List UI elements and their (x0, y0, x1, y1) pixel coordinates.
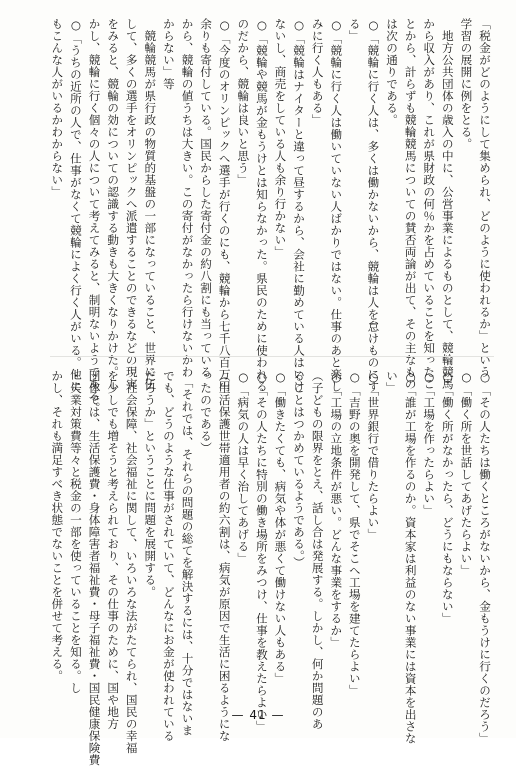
text-line: かし、それも満足すべき状態でないことを併せて考える。 (50, 370, 65, 682)
text-line: から、競輪の値うちは大きい。この寄付がなかったら行けないかわ (180, 18, 195, 378)
text-line: ○「今度のオリンピックへ選手が行くのにも、競輪から七千八百万円 (217, 18, 232, 393)
text-line: る」 (347, 18, 362, 42)
text-line: ○「工場の立地条件が悪い。どんな事業をするか」 (329, 370, 344, 649)
text-line: ○「競輪に行く人は、多くは働かないから、競輪は人を怠けものにす (366, 18, 381, 393)
text-line: 学習の展開に例をとる。 (459, 18, 474, 150)
text-line: ○「競輪や競馬が金もうけとは知らなかった。県民のために使われる (254, 18, 269, 393)
text-line: ○「誰が工場を作るのか。資本家は利益のない事業には資本を出さな (403, 370, 418, 745)
text-line: から収入があり、これが県財政の何％かを占めていることを知ったこ (422, 18, 437, 390)
text-line: （生活保護世帯適用者の約六割は、病気が原因で生活に困るようにな (217, 370, 232, 742)
text-line: 社会保障、社会福祉に関して、いろいろな法がたてられ、国民の幸福 (124, 370, 139, 754)
text-line: ○「競輪はナイターと違って昼するから、会社に勤めている人はいけ (292, 18, 307, 393)
text-line: からない」等 (161, 18, 176, 90)
text-line: でも、どうのような仕事がされていて、どんなにお金が使われている (161, 370, 176, 742)
text-line: もこんな人がいるかわからない」 (50, 18, 65, 198)
text-line: をみると、競輪の効についての認識する動きも大きくなりかけた。し (106, 18, 121, 390)
text-line: ○「競輪に行く人は働いていない人ばかりではない。仕事のあと楽し (329, 18, 344, 393)
text-line: ないし、商売をしている人も余り行かない」 (273, 18, 288, 258)
text-line: 団体では、生活保護費・身体障害者福祉費・母子福祉費・国民健康保険費 (87, 370, 102, 766)
text-line: のだから、競輪は良いと思う」 (236, 18, 251, 186)
text-line: ったのである） (199, 370, 214, 454)
text-line: ○「その人たちは働くところがないから、金もうけに行くのだろう」 (478, 370, 492, 745)
text-line: かし、競輪に行く個々の人について考えてみると、制明ないようである。 (87, 18, 102, 414)
text-line: ○「世界銀行で借りたらよい」 (366, 370, 381, 541)
text-line: して、多くの選手をオリンピックへ派遣することのできるなどの現実 (124, 18, 139, 390)
text-line: 「税金がどのようにして集められ、どのように使われるか」という (478, 18, 492, 378)
text-line: ○「病気の人は早く治してあげる」 (236, 370, 251, 565)
text-line: とから、計らずも競輪競馬についての賛否両論が出て、その主なもの (403, 18, 418, 390)
text-line: だろうか」ということに問題を展開する。 (143, 370, 158, 598)
text-line: 「それでは、それらの問題の総てを解決するには、十分ではないま (180, 370, 195, 737)
text-line: 競輪競馬が県行政の物質的基盤の一部になっていること、世界に伍 (143, 18, 158, 390)
text-line: ○「働きたくても、病気や体が悪くて働けない人もある」 (273, 370, 288, 685)
text-line: 余りも寄付している。国民からした寄付金の約八割にも当っている (199, 18, 214, 378)
text-line: ○「工場を作ったらよい」 (422, 370, 437, 517)
text-line: ○「働く所を世話してあげたらよい」 (459, 370, 474, 577)
text-line: ○「働く所がなかったら、どうにもならない」 (440, 370, 455, 625)
text-line: は次の通りである。 (385, 18, 400, 126)
text-line: （子どもの限界をとえ、話し合は発展する。しかし、何か問題のあ (310, 370, 325, 730)
text-line: い」 (385, 370, 400, 394)
text-line: ○「その人たちに特別の働き場所をみつけ、仕事を教えたらよい」 (254, 370, 269, 733)
text-line: みに行く人もある」 (310, 18, 325, 126)
text-line: を少しでも増そうと考えられており、その仕事のために、国や地方 (106, 370, 121, 730)
text-line: ることはつかめているようである。） (292, 370, 307, 569)
column-divider (50, 356, 494, 357)
text-line: ○「うちの近所の人で、仕事がなくて競輪によく行く人がいる。他に (68, 18, 83, 393)
text-line: ・失業対策費等々と税金の一部を使っていることを知る。し (68, 370, 83, 694)
text-line: ○「吉野の奥を開発して、県でそこへ工場を建てたらよい」 (347, 370, 362, 697)
page-number: — 41 — (231, 708, 285, 722)
text-line: 地方公共団体の歳入の中に、公営事業によるものとして、競輪競馬 (440, 18, 455, 390)
